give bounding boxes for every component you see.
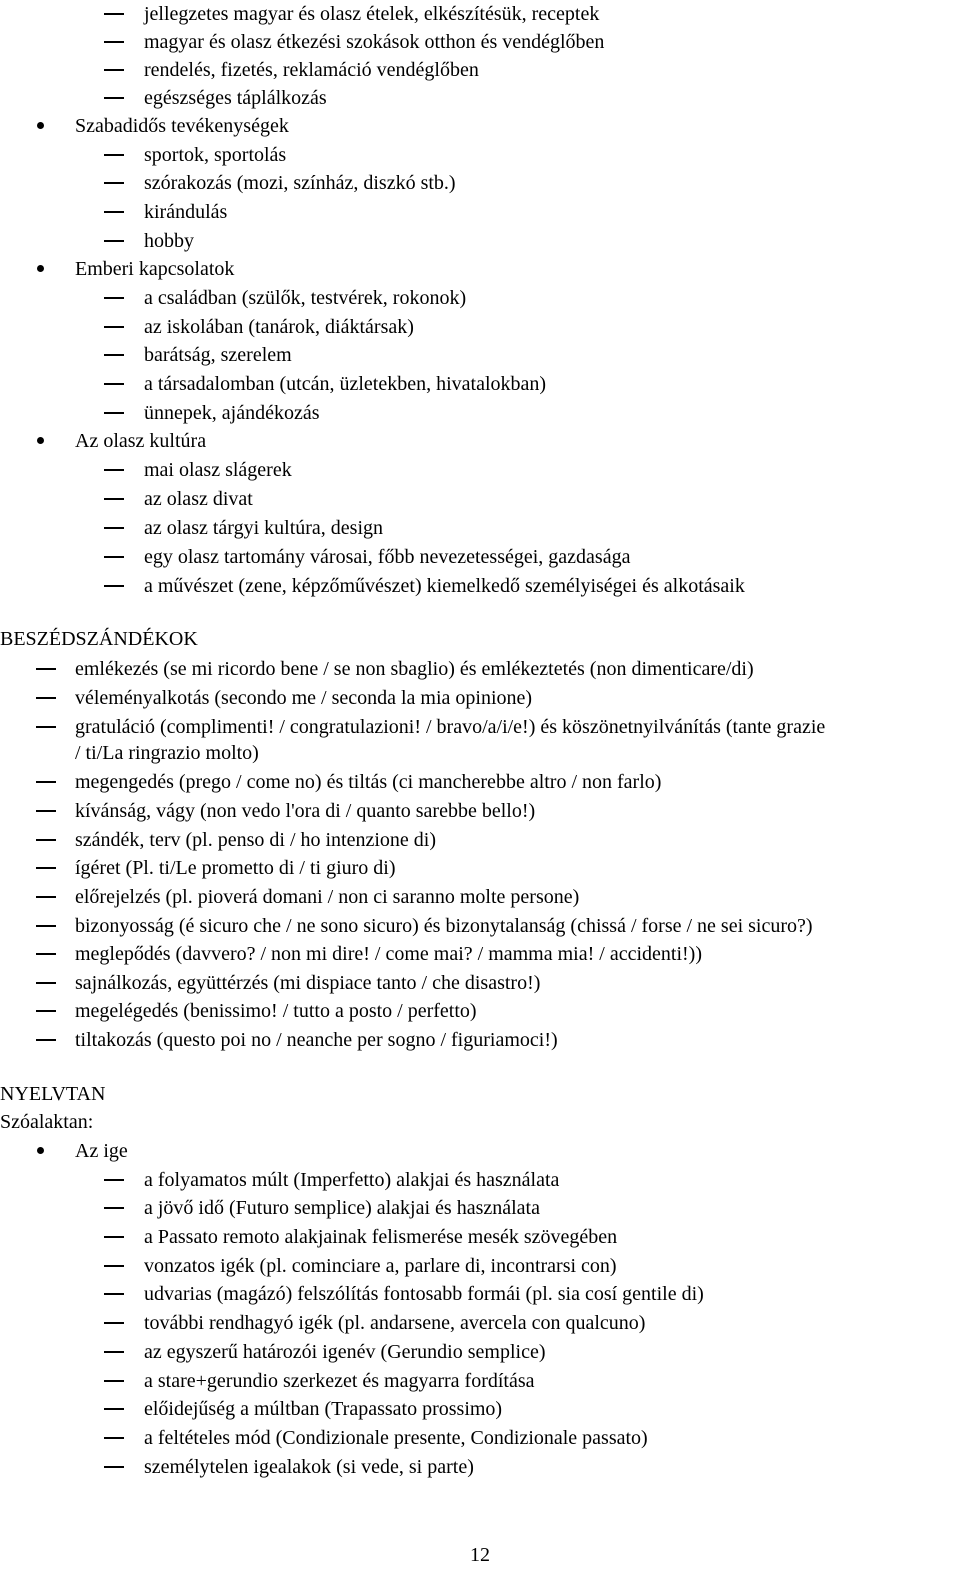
list-item: előidejűség a múltban (Trapassato prossimo) xyxy=(0,1395,960,1423)
list-item: a családban (szülők, testvérek, rokonok) xyxy=(0,284,960,312)
dash-icon xyxy=(104,556,124,558)
list-item: további rendhagyó igék (pl. andarsene, avercela con qualcuno) xyxy=(0,1309,960,1337)
topic-relations xyxy=(0,255,960,283)
list-item: emlékezés (se mi ricordo bene / se non sbaglio) és emlékeztetés (non dimenticare/di) xyxy=(0,655,960,683)
topic-title: Az olasz kultúra xyxy=(75,430,207,452)
list-item: a stare+gerundio szerkezet és magyarra fordítása xyxy=(0,1367,960,1395)
dash-icon xyxy=(104,154,124,156)
list-item: egészséges táplálkozás xyxy=(0,84,960,112)
dash-icon xyxy=(104,1265,124,1267)
dash-icon xyxy=(36,781,56,783)
list-item: magyar és olasz étkezési szokások otthon és vendéglőben xyxy=(0,28,960,56)
topic-verb xyxy=(0,1137,960,1165)
dash-icon xyxy=(36,867,56,869)
dash-icon xyxy=(36,810,56,812)
list-item: vonzatos igék (pl. cominciare a, parlare di, incontrarsi con) xyxy=(0,1252,960,1280)
list-item: rendelés, fizetés, reklamáció vendéglőben xyxy=(0,56,960,84)
bullet-icon xyxy=(37,265,44,272)
dash-icon xyxy=(104,1322,124,1324)
dash-icon xyxy=(104,41,124,43)
topic-title: Emberi kapcsolatok xyxy=(75,258,235,280)
dash-icon xyxy=(104,326,124,328)
list-item: az olasz divat xyxy=(0,485,960,513)
dash-icon xyxy=(104,1207,124,1209)
dash-icon xyxy=(36,953,56,955)
bullet-icon xyxy=(37,122,44,129)
dash-icon xyxy=(104,211,124,213)
list-item: megelégedés (benissimo! / tutto a posto / perfetto) xyxy=(0,997,960,1025)
list-item: sajnálkozás, együttérzés (mi dispiace tanto / che disastro!) xyxy=(0,969,960,997)
dash-icon xyxy=(36,697,56,699)
dash-icon xyxy=(36,668,56,670)
list-item: a jövő idő (Futuro semplice) alakjai és használata xyxy=(0,1194,960,1222)
list-item: a művészet (zene, képzőművészet) kiemelkedő személyiségei és alkotásaik xyxy=(0,572,960,600)
topic-title: Szabadidős tevékenységek xyxy=(75,115,289,137)
dash-icon xyxy=(104,1179,124,1181)
list-item: véleményalkotás (secondo me / seconda la mia opinione) xyxy=(0,684,960,712)
list-item: ígéret (Pl. ti/Le prometto di / ti giuro di) xyxy=(0,854,960,882)
list-item: személytelen igealakok (si vede, si parte) xyxy=(0,1453,960,1481)
dash-icon xyxy=(104,1408,124,1410)
list-item: szándék, terv (pl. penso di / ho intenzione di) xyxy=(0,826,960,854)
list-item: barátság, szerelem xyxy=(0,341,960,369)
dash-icon xyxy=(104,240,124,242)
dash-icon xyxy=(104,469,124,471)
dash-icon xyxy=(104,297,124,299)
topic-title: Az ige xyxy=(75,1140,128,1162)
list-item: a feltételes mód (Condizionale presente, Condizionale passato) xyxy=(0,1424,960,1452)
dash-icon xyxy=(36,839,56,841)
topic-culture xyxy=(0,427,960,455)
list-item: a folyamatos múlt (Imperfetto) alakjai és használata xyxy=(0,1166,960,1194)
list-item: sportok, sportolás xyxy=(0,141,960,169)
list-item: kirándulás xyxy=(0,198,960,226)
dash-icon xyxy=(36,1039,56,1041)
list-item: meglepődés (davvero? / non mi dire! / come mai? / mamma mia! / accidenti!)) xyxy=(0,940,960,968)
list-item: jellegzetes magyar és olasz ételek, elkészítésük, receptek xyxy=(0,0,960,28)
dash-icon xyxy=(36,726,56,728)
dash-icon xyxy=(36,1010,56,1012)
dash-icon xyxy=(104,383,124,385)
dash-icon xyxy=(104,69,124,71)
list-item: tiltakozás (questo poi no / neanche per sogno / figuriamoci!) xyxy=(0,1026,960,1054)
list-item-continuation: / ti/La ringrazio molto) xyxy=(75,742,259,764)
dash-icon xyxy=(104,182,124,184)
dash-icon xyxy=(36,982,56,984)
dash-icon xyxy=(104,354,124,356)
bullet-icon xyxy=(37,437,44,444)
list-item: mai olasz slágerek xyxy=(0,456,960,484)
section-heading-speech-intents: BESZÉDSZÁNDÉKOK xyxy=(0,628,198,650)
dash-icon xyxy=(104,97,124,99)
dash-icon xyxy=(104,1380,124,1382)
topic-leisure xyxy=(0,112,960,140)
dash-icon xyxy=(104,1437,124,1439)
list-item: megengedés (prego / come no) és tiltás (ci mancherebbe altro / non farlo) xyxy=(0,768,960,796)
dash-icon xyxy=(104,13,124,15)
list-item: hobby xyxy=(0,227,960,255)
list-item: bizonyosság (é sicuro che / ne sono sicuro) és bizonytalanság (chissá / forse / ne sei sicuro?) xyxy=(0,912,960,940)
list-item: az olasz tárgyi kultúra, design xyxy=(0,514,960,542)
dash-icon xyxy=(104,527,124,529)
list-item: az iskolában (tanárok, diáktársak) xyxy=(0,313,960,341)
dash-icon xyxy=(104,1466,124,1468)
list-item: előrejelzés (pl. pioverá domani / non ci saranno molte persone) xyxy=(0,883,960,911)
list-item: a Passato remoto alakjainak felismerése mesék szövegében xyxy=(0,1223,960,1251)
list-item: a társadalomban (utcán, üzletekben, hivatalokban) xyxy=(0,370,960,398)
list-item: szórakozás (mozi, színház, diszkó stb.) xyxy=(0,169,960,197)
dash-icon xyxy=(104,585,124,587)
dash-icon xyxy=(104,1236,124,1238)
section-heading-grammar: NYELVTAN xyxy=(0,1083,106,1105)
subheading-morphology: Szóalaktan: xyxy=(0,1111,94,1133)
bullet-icon xyxy=(37,1147,44,1154)
list-item: udvarias (magázó) felszólítás fontosabb formái (pl. sia cosí gentile di) xyxy=(0,1280,960,1308)
dash-icon xyxy=(36,925,56,927)
list-item: kívánság, vágy (non vedo l'ora di / quanto sarebbe bello!) xyxy=(0,797,960,825)
list-item: ünnepek, ajándékozás xyxy=(0,399,960,427)
dash-icon xyxy=(36,896,56,898)
dash-icon xyxy=(104,498,124,500)
page-number: 12 xyxy=(470,1544,490,1566)
list-item: az egyszerű határozói igenév (Gerundio semplice) xyxy=(0,1338,960,1366)
dash-icon xyxy=(104,412,124,414)
dash-icon xyxy=(104,1351,124,1353)
list-item: egy olasz tartomány városai, főbb nevezetességei, gazdasága xyxy=(0,543,960,571)
list-item: gratuláció (complimenti! / congratulazioni! / bravo/a/i/e!) és köszönetnyilvánítás (tante grazie xyxy=(0,713,960,741)
dash-icon xyxy=(104,1293,124,1295)
